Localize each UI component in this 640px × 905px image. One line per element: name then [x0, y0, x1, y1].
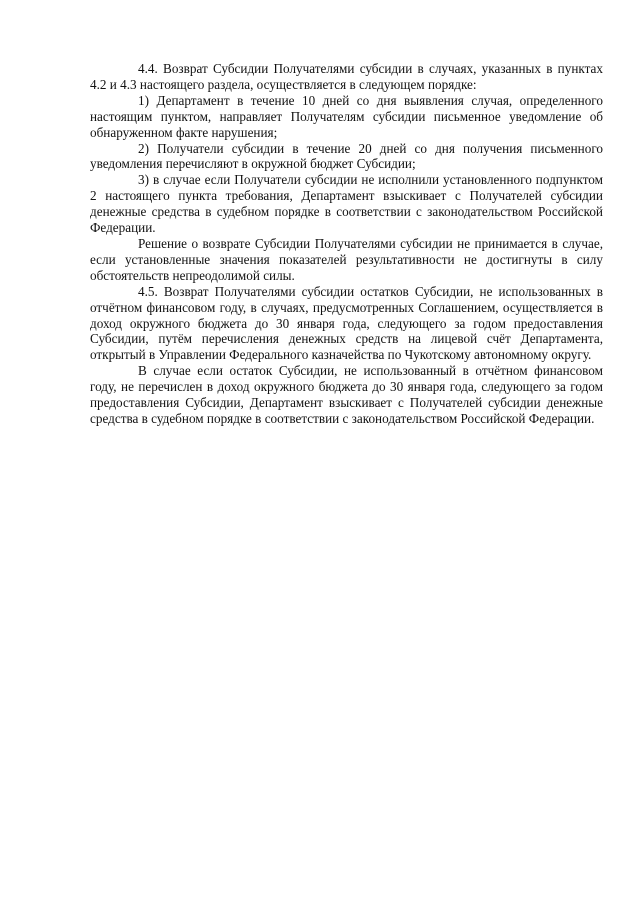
paragraph-item-3-court-recovery: 3) в случае если Получатели субсидии не исполнили установленного подпунктом 2 настоящего пункта требования, Департамент взыскивает с Получателей субсидии денежные средства в судебном порядке в соответствии с законодательством Российской Федерации. [90, 172, 603, 236]
paragraph-item-1-notification: 1) Департамент в течение 10 дней со дня выявления случая, определенного настоящим пунктом, направляет Получателям субсидии письменное уведомление об обнаруженном факте нарушения; [90, 92, 603, 140]
paragraph-4-4-return-subsidy: 4.4. Возврат Субсидии Получателями субсидии в случаях, указанных в пунктах 4.2 и 4.3 настоящего раздела, осуществляется в следующем порядке: [90, 61, 603, 92]
paragraph-item-2-transfer: 2) Получатели субсидии в течение 20 дней со дня получения письменного уведомления перечисляют в окружной бюджет Субсидии; [90, 140, 603, 172]
paragraph-4-5-unused-balances: 4.5. Возврат Получателями субсидии остатков Субсидии, не использованных в отчётном финансовом году, в случаях, предусмотренных Соглашением, осуществляется в доход окружного бюджета до 30 января года, следующего за годом предоставления Субсидии, путём перечисления денежных средств на лицевой счёт Департамента, открытый в Управлении Федерального казначейства по Чукотскому автономному округу. [90, 283, 603, 363]
paragraph-force-majeure: Решение о возврате Субсидии Получателями субсидии не принимается в случае, если установленные значения показателей результативности не достигнуты в силу обстоятельств непреодолимой силы. [90, 235, 603, 283]
document-body [90, 61, 603, 427]
paragraph-balance-not-transferred: В случае если остаток Субсидии, не использованный в отчётном финансовом году, не перечислен в доход окружного бюджета до 30 января года, следующего за годом предоставления Субсидии, Департамент взыскивает с Получателей субсидии денежные средства в судебном порядке в соответствии с законодательством Российской Федерации. [90, 363, 603, 426]
